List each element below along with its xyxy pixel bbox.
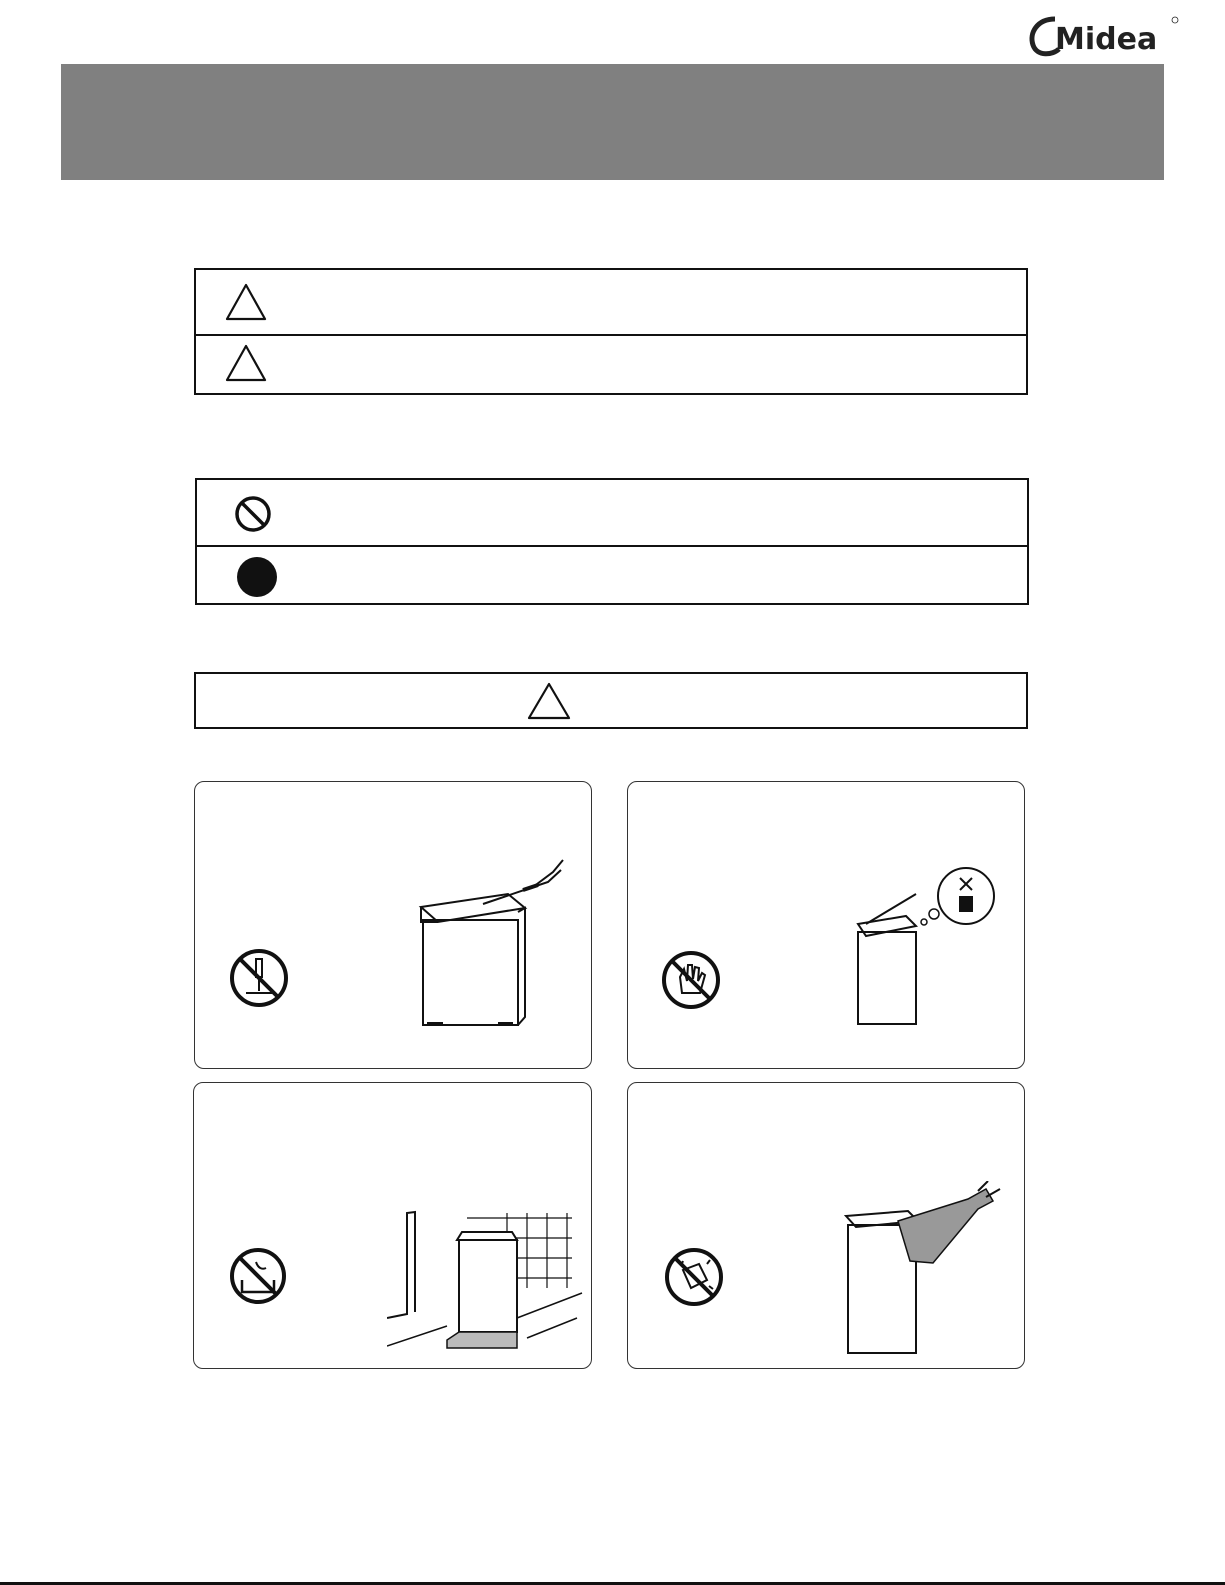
warning-triangle-icon: [224, 282, 268, 322]
warning-row: [196, 270, 1026, 334]
warning-levels-box: [194, 268, 1028, 395]
no-wet-hands-icon: [663, 1246, 725, 1308]
midea-logo: [1025, 5, 1185, 61]
washer-with-wet-hand: [838, 1181, 1008, 1361]
prohibited-icon: [233, 494, 273, 534]
safety-panel-no-water-splash: [193, 1082, 592, 1369]
symbol-meaning-box: [195, 478, 1029, 605]
header-band: [61, 64, 1164, 180]
warning-triangle-icon: [224, 343, 268, 383]
do-not-touch-icon: [660, 949, 722, 1011]
washer-with-hand-and-screwdriver: [413, 852, 583, 1032]
warning-triangle-icon: [526, 681, 572, 721]
mandatory-row: [197, 545, 1027, 605]
caution-row: [196, 334, 1026, 395]
mandatory-filled-circle-icon: [235, 555, 279, 599]
caution-bar: [194, 672, 1028, 729]
no-disassembly-icon: [228, 947, 290, 1009]
safety-panel-no-disassembly: [194, 781, 592, 1069]
safety-panel-no-wet-hands: [627, 1082, 1025, 1369]
safety-panel-do-not-touch: [627, 781, 1025, 1069]
washer-with-thought-bubble: [846, 864, 1006, 1034]
washer-in-wet-bathroom: [387, 1208, 587, 1363]
no-water-splash-icon: [228, 1246, 288, 1306]
prohibited-row: [197, 480, 1027, 545]
svg-text:Midea: Midea: [1055, 22, 1158, 57]
